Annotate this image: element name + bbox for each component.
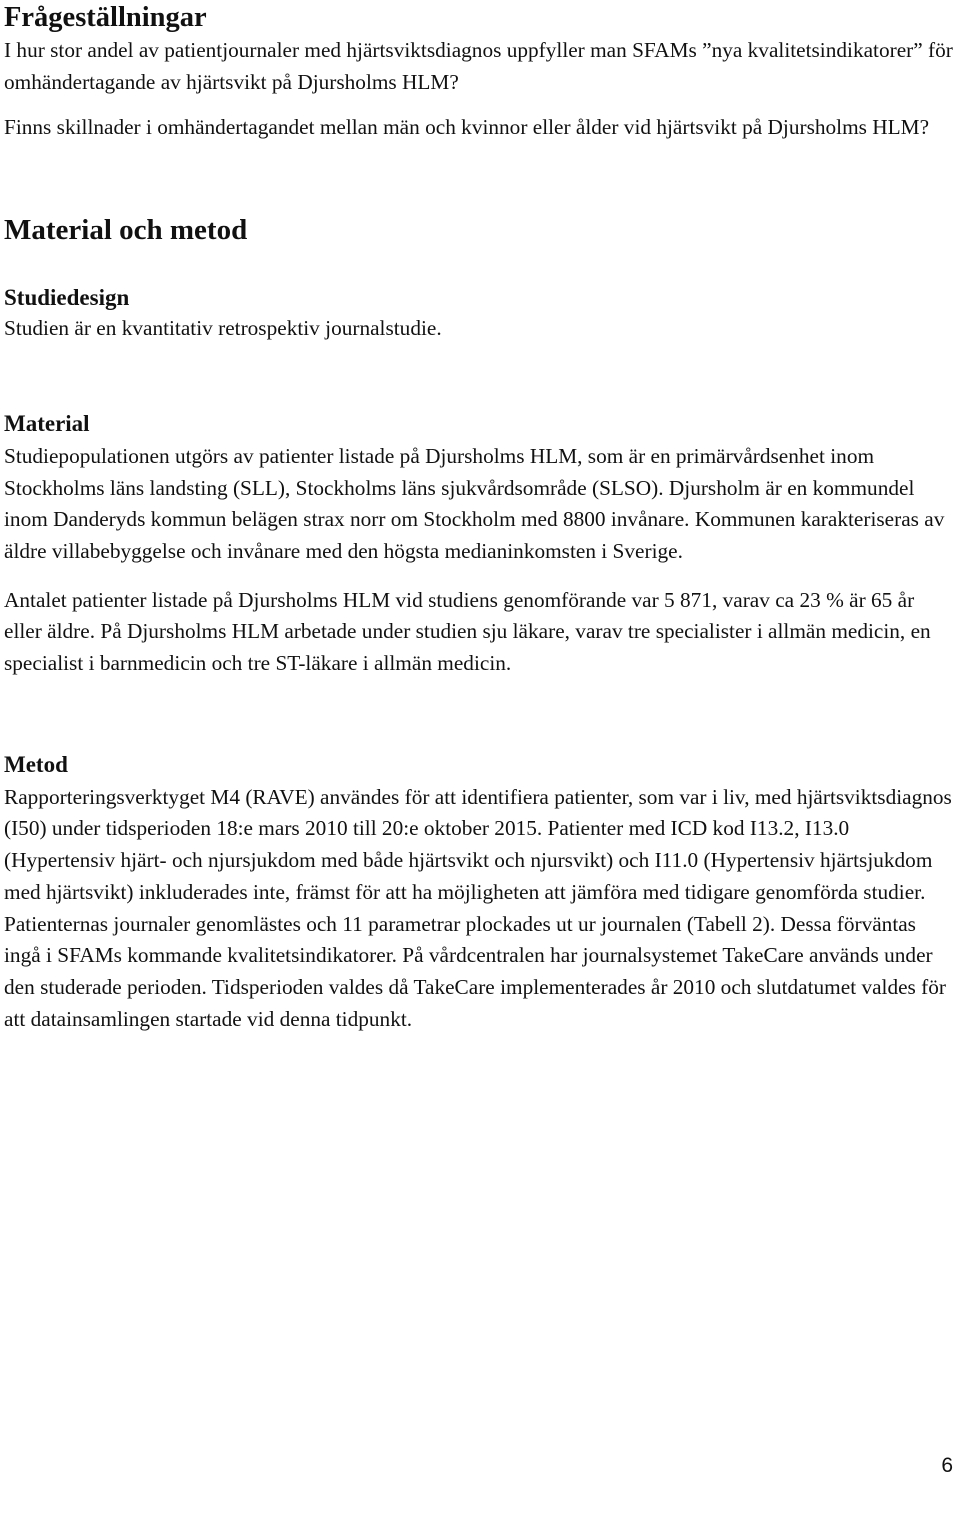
method-paragraph: Rapporteringsverktyget M4 (RAVE) användes för att identifiera patienter, som var i liv, med hjärtsviktsdiagnos (I50) under tidsperioden 18:e mars 2010 till 20:e oktober 2015. Patienter med ICD kod I13.2, I13.0 (Hypertensiv hjärt- och njursjukdom med både hjärtsvikt och njursvikt) och I11.0 (Hypertensiv hjärtsjukdom med hjärtsvikt) inkluderades inte, främst för att ha möjligheten att jämföra med tidigare genomförda studier. Patienternas journaler genomlästes och 11 parametrar plockades ut ur journalen (Tabell 2). Dessa förväntas ingå i SFAMs kommande kvalitetsindikatorer. På vårdcentralen har journalsystemet TakeCare används under den studerade perioden. Tidsperioden valdes då TakeCare implementerades år 2010 och slutdatumet valdes för att datainsamlingen startade vid denna tidpunkt. bbox=[4, 784, 952, 1031]
question-2: Finns skillnader i omhändertagandet mellan män och kvinnor eller ålder vid hjärtsvikt på Djursholms HLM? bbox=[4, 115, 930, 140]
question-1: I hur stor andel av patientjournaler med hjärtsviktsdiagnos uppfyller man SFAMs ”nya kvalitetsindikatorer” för omhändertagande av hjärtsvikt på Djursholms HLM? bbox=[4, 38, 953, 94]
page-number: 6 bbox=[941, 1454, 953, 1477]
document-page bbox=[4, 0, 956, 1035]
study-design-text: Studien är en kvantitativ retrospektiv journalstudie. bbox=[4, 316, 442, 341]
study-design-heading: Studiedesign bbox=[4, 285, 130, 311]
questions-heading: Frågeställningar bbox=[4, 2, 207, 33]
method-heading: Metod bbox=[4, 751, 68, 777]
material-paragraph-1: Studiepopulationen utgörs av patienter listade på Djursholms HLM, som är en primärvårdsenhet inom Stockholms läns landsting (SLL), Stockholms läns sjukvårdsområde (SLSO). Djursholm är en kommundel inom Danderyds kommun belägen strax norr om Stockholm med 8800 invånare. Kommunen karakteriseras av äldre villabebyggelse och invånare med den högsta medianinkomsten i Sverige. bbox=[4, 443, 945, 563]
material-paragraph-2: Antalet patienter listade på Djursholms HLM vid studiens genomförande var 5 871, varav ca 23 % är 65 år eller äldre. På Djursholms HLM arbetade under studien sju läkare, varav tre specialister i allmän medicin, en specialist i barnmedicin och tre ST-läkare i allmän medicin. bbox=[4, 587, 931, 676]
material-method-heading: Material och metod bbox=[4, 214, 248, 247]
material-heading: Material bbox=[4, 410, 90, 436]
